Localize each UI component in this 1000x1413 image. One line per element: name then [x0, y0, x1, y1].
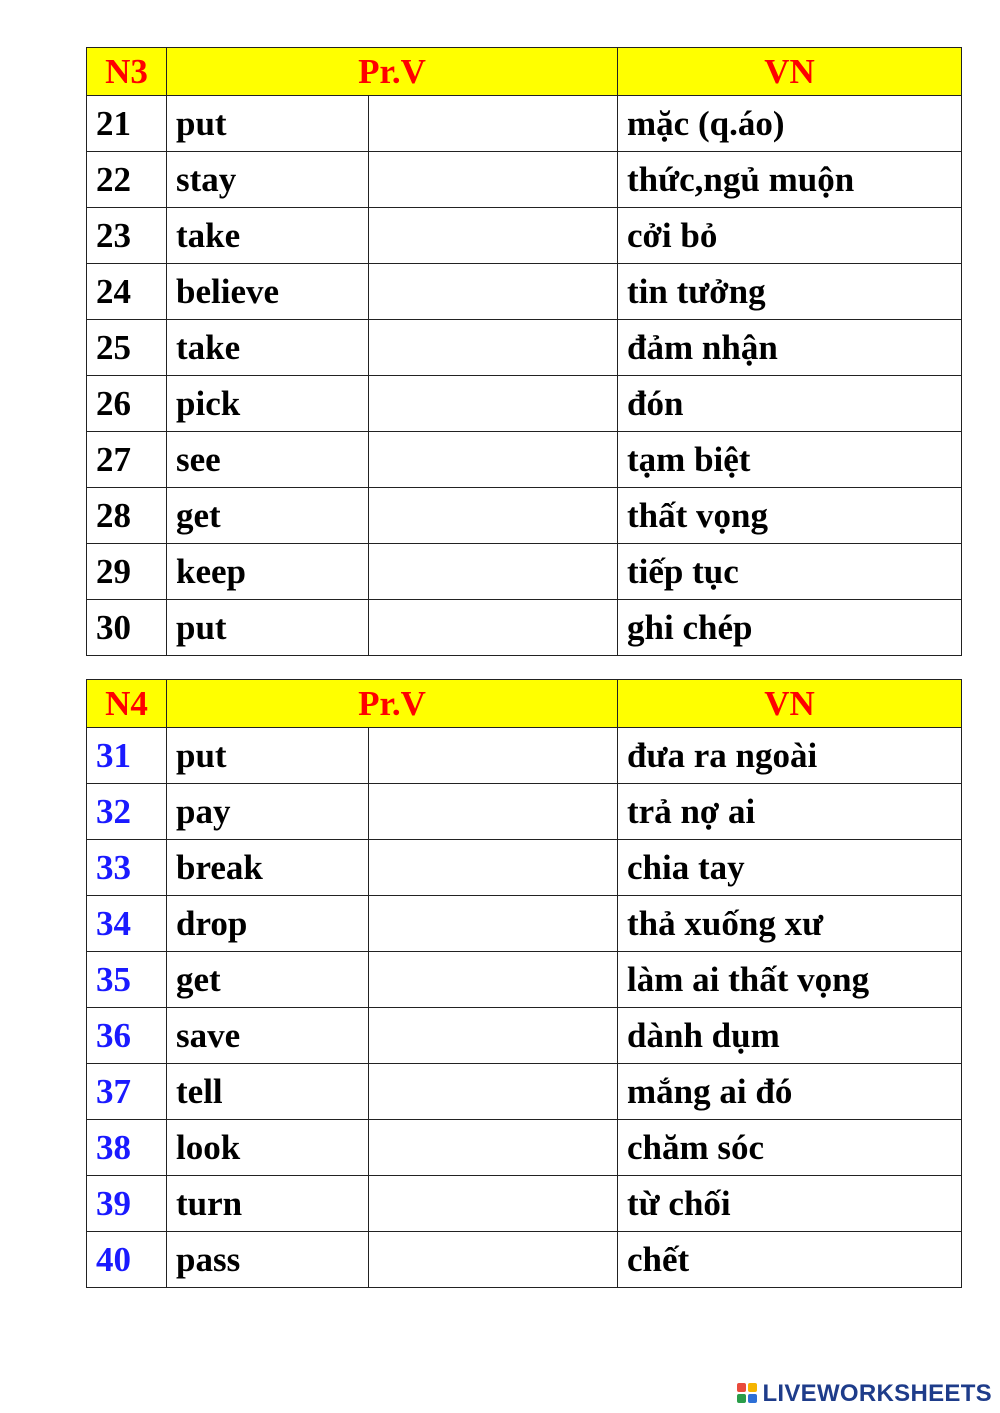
verb-cell: keep: [167, 544, 369, 600]
table-row: [87, 1008, 962, 1064]
answer-input-cell[interactable]: [369, 152, 618, 208]
table-row: [87, 544, 962, 600]
row-number-cell: 23: [87, 208, 167, 264]
answer-input-cell[interactable]: [369, 840, 618, 896]
answer-input-cell[interactable]: [369, 600, 618, 656]
group-label-header: N4: [87, 680, 167, 728]
vietnamese-meaning-cell: đưa ra ngoài: [618, 728, 962, 784]
row-number-cell: 39: [87, 1176, 167, 1232]
liveworksheets-logo-icon: [737, 1383, 759, 1405]
table-row: [87, 600, 962, 656]
vietnamese-meaning-cell: tin tưởng: [618, 264, 962, 320]
answer-input-cell[interactable]: [369, 208, 618, 264]
vietnamese-meaning-cell: trả nợ ai: [618, 784, 962, 840]
row-number-cell: 26: [87, 376, 167, 432]
answer-input-cell[interactable]: [369, 784, 618, 840]
vietnamese-meaning-cell: tiếp tục: [618, 544, 962, 600]
table-row: [87, 1120, 962, 1176]
verb-cell: pay: [167, 784, 369, 840]
verb-cell: put: [167, 96, 369, 152]
row-number-cell: 38: [87, 1120, 167, 1176]
phrasal-verb-header: Pr.V: [167, 680, 618, 728]
answer-input-cell[interactable]: [369, 1008, 618, 1064]
verb-cell: pass: [167, 1232, 369, 1288]
row-number-cell: 37: [87, 1064, 167, 1120]
row-number-cell: 35: [87, 952, 167, 1008]
verb-cell: get: [167, 488, 369, 544]
table-row: [87, 432, 962, 488]
vietnamese-meaning-cell: thả xuống xư: [618, 896, 962, 952]
verb-cell: see: [167, 432, 369, 488]
table-row: [87, 96, 962, 152]
answer-input-cell[interactable]: [369, 264, 618, 320]
row-number-cell: 27: [87, 432, 167, 488]
vietnamese-meaning-cell: từ chối: [618, 1176, 962, 1232]
vietnamese-meaning-cell: cởi bỏ: [618, 208, 962, 264]
vietnamese-meaning-cell: chăm sóc: [618, 1120, 962, 1176]
row-number-cell: 34: [87, 896, 167, 952]
verb-cell: put: [167, 728, 369, 784]
row-number-cell: 40: [87, 1232, 167, 1288]
answer-input-cell[interactable]: [369, 1120, 618, 1176]
table-row: [87, 320, 962, 376]
verb-cell: pick: [167, 376, 369, 432]
row-number-cell: 21: [87, 96, 167, 152]
table-row: [87, 784, 962, 840]
row-number-cell: 30: [87, 600, 167, 656]
table-row: [87, 208, 962, 264]
table-header-row: [87, 48, 962, 96]
answer-input-cell[interactable]: [369, 376, 618, 432]
answer-input-cell[interactable]: [369, 488, 618, 544]
verb-cell: take: [167, 320, 369, 376]
verb-cell: take: [167, 208, 369, 264]
table-row: [87, 264, 962, 320]
verb-cell: stay: [167, 152, 369, 208]
row-number-cell: 22: [87, 152, 167, 208]
answer-input-cell[interactable]: [369, 1232, 618, 1288]
row-number-cell: 25: [87, 320, 167, 376]
answer-input-cell[interactable]: [369, 96, 618, 152]
table-row: [87, 152, 962, 208]
vietnamese-meaning-cell: ghi chép: [618, 600, 962, 656]
liveworksheets-logo: [737, 1381, 992, 1407]
table-row: [87, 376, 962, 432]
verb-cell: turn: [167, 1176, 369, 1232]
table-row: [87, 1232, 962, 1288]
vietnamese-meaning-cell: đón: [618, 376, 962, 432]
table-row: [87, 896, 962, 952]
vocab-table-n4: [86, 679, 962, 1288]
vietnamese-header: VN: [618, 680, 962, 728]
row-number-cell: 33: [87, 840, 167, 896]
vietnamese-meaning-cell: thức,ngủ muộn: [618, 152, 962, 208]
vietnamese-meaning-cell: tạm biệt: [618, 432, 962, 488]
row-number-cell: 28: [87, 488, 167, 544]
row-number-cell: 24: [87, 264, 167, 320]
row-number-cell: 36: [87, 1008, 167, 1064]
vietnamese-header: VN: [618, 48, 962, 96]
vietnamese-meaning-cell: đảm nhận: [618, 320, 962, 376]
table-row: [87, 728, 962, 784]
phrasal-verb-header: Pr.V: [167, 48, 618, 96]
verb-cell: drop: [167, 896, 369, 952]
verb-cell: tell: [167, 1064, 369, 1120]
vietnamese-meaning-cell: mặc (q.áo): [618, 96, 962, 152]
vietnamese-meaning-cell: dành dụm: [618, 1008, 962, 1064]
vietnamese-meaning-cell: làm ai thất vọng: [618, 952, 962, 1008]
answer-input-cell[interactable]: [369, 432, 618, 488]
row-number-cell: 32: [87, 784, 167, 840]
table-header-row: [87, 680, 962, 728]
verb-cell: put: [167, 600, 369, 656]
group-label-header: N3: [87, 48, 167, 96]
vietnamese-meaning-cell: chia tay: [618, 840, 962, 896]
vietnamese-meaning-cell: chết: [618, 1232, 962, 1288]
answer-input-cell[interactable]: [369, 1064, 618, 1120]
verb-cell: believe: [167, 264, 369, 320]
verb-cell: look: [167, 1120, 369, 1176]
table-row: [87, 1064, 962, 1120]
verb-cell: break: [167, 840, 369, 896]
table-row: [87, 952, 962, 1008]
table-row: [87, 840, 962, 896]
brand-text: LIVEWORKSHEETS: [762, 1380, 992, 1407]
answer-input-cell[interactable]: [369, 896, 618, 952]
verb-cell: get: [167, 952, 369, 1008]
vietnamese-meaning-cell: mắng ai đó: [618, 1064, 962, 1120]
answer-input-cell[interactable]: [369, 320, 618, 376]
vocab-table-n3: [86, 47, 962, 656]
answer-input-cell[interactable]: [369, 728, 618, 784]
vietnamese-meaning-cell: thất vọng: [618, 488, 962, 544]
row-number-cell: 29: [87, 544, 167, 600]
answer-input-cell[interactable]: [369, 1176, 618, 1232]
table-row: [87, 1176, 962, 1232]
table-row: [87, 488, 962, 544]
verb-cell: save: [167, 1008, 369, 1064]
answer-input-cell[interactable]: [369, 544, 618, 600]
answer-input-cell[interactable]: [369, 952, 618, 1008]
row-number-cell: 31: [87, 728, 167, 784]
